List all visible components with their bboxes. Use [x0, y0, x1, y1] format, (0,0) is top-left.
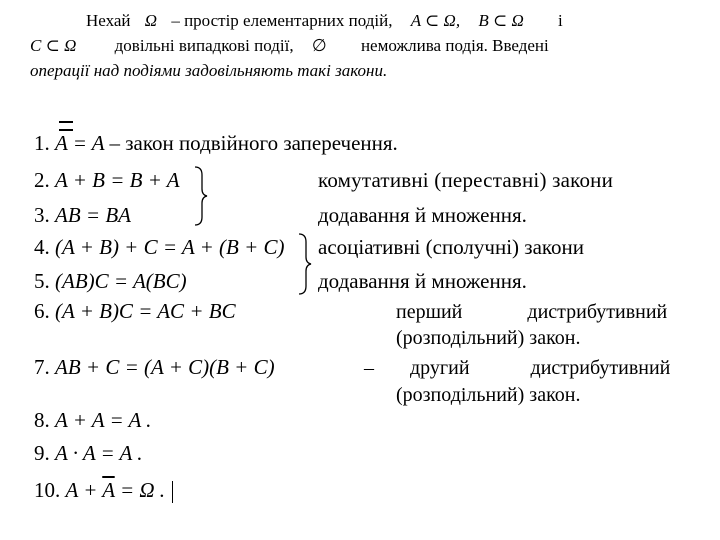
law-1-formula-text: A = A — [55, 131, 105, 155]
law-6-desc-line-2: (розподільний) закон. — [396, 327, 581, 349]
law-8 — [34, 407, 151, 433]
law-3-number: 3. — [34, 203, 50, 227]
law-1-number: 1. — [34, 131, 50, 155]
law-5 — [34, 268, 187, 294]
law-4-number: 4. — [34, 235, 50, 259]
law-7-desc-line-2: (розподільний) закон. — [396, 384, 581, 406]
law-3 — [34, 202, 131, 228]
law-10 — [34, 477, 173, 503]
law-10-formula — [66, 478, 171, 502]
law-10-formula-post: = Ω . — [114, 478, 166, 502]
intro-and: і — [558, 11, 563, 30]
law-5-description: додавання й множення. — [318, 269, 527, 293]
intro-line-2 — [30, 35, 549, 57]
law-2-description: комутативні (переставні) закони — [318, 168, 614, 192]
law-6-number: 6. — [34, 299, 50, 323]
law-9-number: 9. — [34, 441, 50, 465]
law-4 — [34, 234, 285, 260]
intro-arbitrary-events: довільні випадкові події, — [114, 36, 294, 55]
law-3-formula: AB = BA — [55, 203, 131, 227]
law-1 — [34, 130, 398, 156]
law-7 — [34, 354, 275, 380]
double-bar-mark — [59, 121, 73, 131]
empty-set-symbol: ∅ — [311, 36, 327, 55]
law-10-complement-a: $\overline{A}$ — [102, 478, 115, 502]
law-1-description: – закон подвійного заперечення. — [109, 131, 398, 155]
intro-impossible-event: неможлива подія. Введені — [360, 36, 549, 55]
law-6 — [34, 298, 236, 324]
law-7-dash: – — [364, 357, 374, 379]
law-8-number: 8. — [34, 408, 50, 432]
intro-word-let: Нехай — [86, 11, 131, 30]
law-2-number: 2. — [34, 168, 50, 192]
law-8-formula: A + A = A . — [55, 408, 152, 432]
intro-line-3 — [30, 60, 387, 82]
subset-b: B ⊂ Ω — [478, 11, 524, 30]
law-1-formula — [55, 131, 109, 155]
intro-operations-text: операції над подіями задовільняють такі закони. — [30, 61, 388, 80]
law-7-formula: AB + C = (A + C)(B + C) — [55, 355, 275, 379]
text-cursor — [172, 481, 173, 503]
law-4-description: асоціативні (сполучні) закони — [318, 235, 585, 259]
law-10-formula-pre: A + — [65, 478, 103, 502]
law-9 — [34, 440, 143, 466]
law-7-desc-line-1: другий дистрибутивний — [410, 357, 671, 379]
intro-space-text: – простір елементарних подій, — [171, 11, 393, 30]
subset-a: A ⊂ Ω, — [410, 11, 461, 30]
law-2 — [34, 167, 180, 193]
law-9-formula: A · A = A . — [55, 441, 143, 465]
law-3-description: додавання й множення. — [318, 203, 527, 227]
law-6-desc-line-1: перший дистрибутивний — [396, 301, 668, 323]
subset-c: C ⊂ Ω — [30, 36, 77, 55]
intro-line-1 — [86, 10, 563, 32]
brace-commutative — [192, 165, 208, 227]
omega-symbol: Ω — [144, 11, 158, 30]
law-5-formula: (AB)C = A(BC) — [55, 269, 187, 293]
brace-associative — [296, 232, 312, 296]
law-7-number: 7. — [34, 355, 50, 379]
law-2-formula: A + B = B + A — [55, 168, 180, 192]
law-6-formula: (A + B)C = AC + BC — [55, 299, 236, 323]
law-4-formula: (A + B) + C = A + (B + C) — [55, 235, 285, 259]
law-5-number: 5. — [34, 269, 50, 293]
law-10-number: 10. — [34, 478, 61, 502]
